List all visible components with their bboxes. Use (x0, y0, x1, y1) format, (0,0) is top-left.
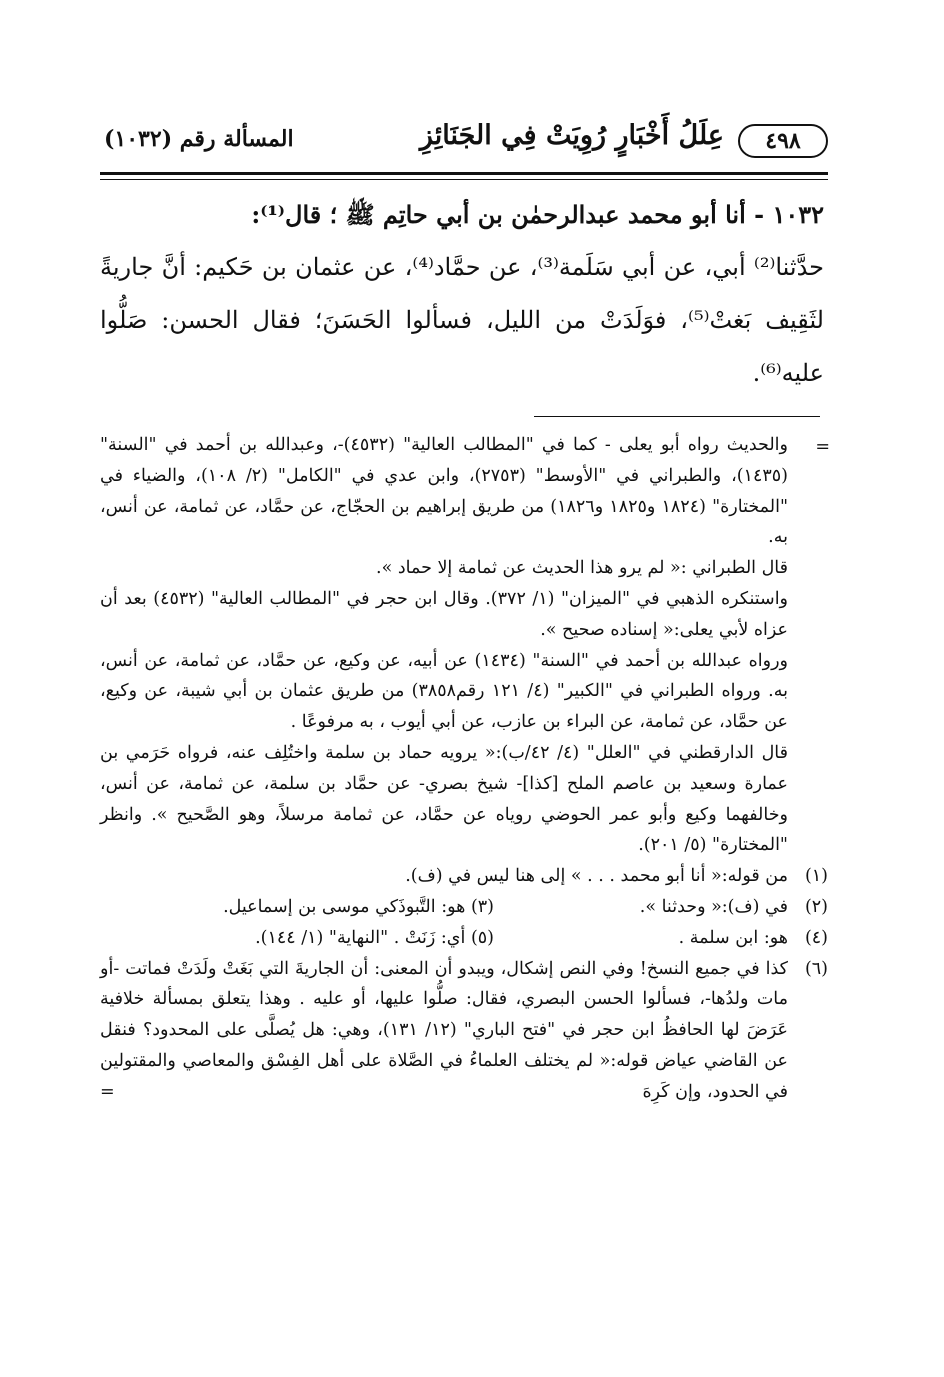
footnote-paragraph: واستنكره الذهبي في "الميزان" (١/ ٣٧٢). وقال ابن حجر في "المطالب العالية" (٤٥٣٢) بعد أن عزاه لأبي يعلى:« إسناده صحيح ». (100, 588, 789, 640)
issue-number: المسألة رقم (١٠٣٢) (104, 126, 294, 152)
page-number: ٤٩٨ (738, 124, 828, 158)
footnote-text: أي: زَنَتْ . "النهاية" (١/ ١٤٤). (255, 927, 466, 948)
footnote-number: (٦) (804, 958, 828, 979)
footnote-text: كذا في جميع النسخ! وفي النص إشكال، ويبدو أن المعنى: أن الجاريةَ التي بَغَتْ ولَدَتْ فماتت -أو مات ولدُها-، فسألوا الحسن البصري، فقال: صلُّوا عليها، أو عليه . وهذا يتعلق بمسألة خلافية عَرَضَ لها الحافظُ ابن حجر في "فتح الباري" (١٢/ ١٣١)، وهي: هل يُصلَّى على المحدود؟ فنقل عن القاضي عياض قوله:« لم يختلف العلماءُ في الصَّلاة على أهل الفِسْق والمعاصي والمقتولين في الحدود، وإن كَرِهَ (100, 958, 789, 1102)
continuation-mark: = (100, 1081, 115, 1102)
footnote-row-4-5 (100, 923, 828, 954)
hadith-lead: ١٠٣٢ - أنا أبو محمد عبدالرحمٰن بن أبي حاتِم ﷺ ؛ قال⁽¹⁾: (251, 200, 824, 229)
continued-footnote (100, 430, 824, 861)
footnote-text: هو: التَّبوذَكي موسى بن إسماعيل. (223, 896, 466, 917)
footnote-text: من قوله:« أنا أبو محمد . . . » إلى هنا ليس في (ف). (405, 866, 788, 887)
footnote-text: هو: ابن سلمة . (678, 927, 788, 948)
footnote-number: (١) (804, 866, 828, 887)
footnote-text (255, 923, 494, 954)
footnote-text: في (ف):« وحدثنا ». (639, 896, 788, 917)
header-rule-thick (100, 172, 828, 175)
main-text (100, 188, 824, 400)
footnote-6 (100, 954, 828, 1108)
footnote-1 (100, 861, 828, 892)
footnote-paragraph: قال الطبراني :« لم يرو هذا الحديث عن ثمامة إلا حماد ». (376, 558, 788, 579)
header-rule-thin (100, 179, 828, 180)
page-header (100, 118, 828, 170)
footnote-number: (٣) (470, 896, 494, 917)
footnote-text (223, 892, 494, 923)
footnote-number: (٤) (804, 927, 828, 948)
footnote-number: (٢) (804, 896, 828, 917)
footnote-paragraph: ورواه عبدالله بن أحمد في "السنة" (١٤٣٤) عن أبيه، عن وكيع، عن حمَّاد، عن ثمامة، عن أنس، به. ورواه الطبراني في "الكبير" (٤/ ١٢١ رقم٣٨٥٨) من طريق عثمان بن أبي شيبة، عن وكيع، عن حمَّاد، عن ثمامة، عن البراء بن عازب، عن أبي أيوب ، به مرفوعًا . (100, 650, 789, 733)
book-title: عِلَلُ أَخْبَارٍ رُوِيَتْ فِي الجَنَائِزِ (419, 120, 724, 151)
continuation-mark: = (815, 437, 830, 457)
footnote-number: (٥) (470, 927, 494, 948)
footnote-separator (534, 416, 820, 417)
footnote-paragraph: قال الدارقطني في "العلل" (٤/ ٤٢/ب):« يرويه حماد بن سلمة واختُلِف عنه، فرواه حَرَمي بن عمارة وسعيد بن عاصم الملح [كذا]- شيخ بصري- عن حمَّاد بن سلمة، عن ثمامة، عن أنس، وخالفهما وكيع وأبو عمر الحوضي روياه عن حمَّاد، عن ثمامة مرسلاً، وهو الصَّحيح ». وانظر "المختارة" (٥/ ٢٠١). (100, 742, 788, 856)
footnote-paragraph: والحديث رواه أبو يعلى - كما في "المطالب العالية" (٤٥٣٢)-، وعبدالله بن أحمد في "السنة" (١٤٣٥)، والطبراني في "الأوسط" (٢٧٥٣)، وابن عدي في "الكامل" (٢/ ١٠٨)، والضياء في "المختارة" (١٨٢٤ و١٨٢٥ و١٨٢٦) من طريق إبراهيم بن الحجّاج، عن حمَّاد، عن ثمامة، عن أنس، به. (100, 435, 789, 548)
footnotes (100, 430, 830, 1108)
hadith-body: حدَّثنا⁽²⁾ أبي، عن أبي سَلَمة⁽³⁾، عن حمَّاد⁽⁴⁾، عن عثمان بن حَكيم: أنَّ جاريةً لثَقِيف بَغتْ⁽⁵⁾، فوَلَدَتْ من الليل، فسألوا الحَسَنَ؛ فقال الحسن: صَلُّوا عليه⁽⁶⁾. (100, 253, 825, 387)
footnote-row-2-3 (100, 892, 828, 923)
